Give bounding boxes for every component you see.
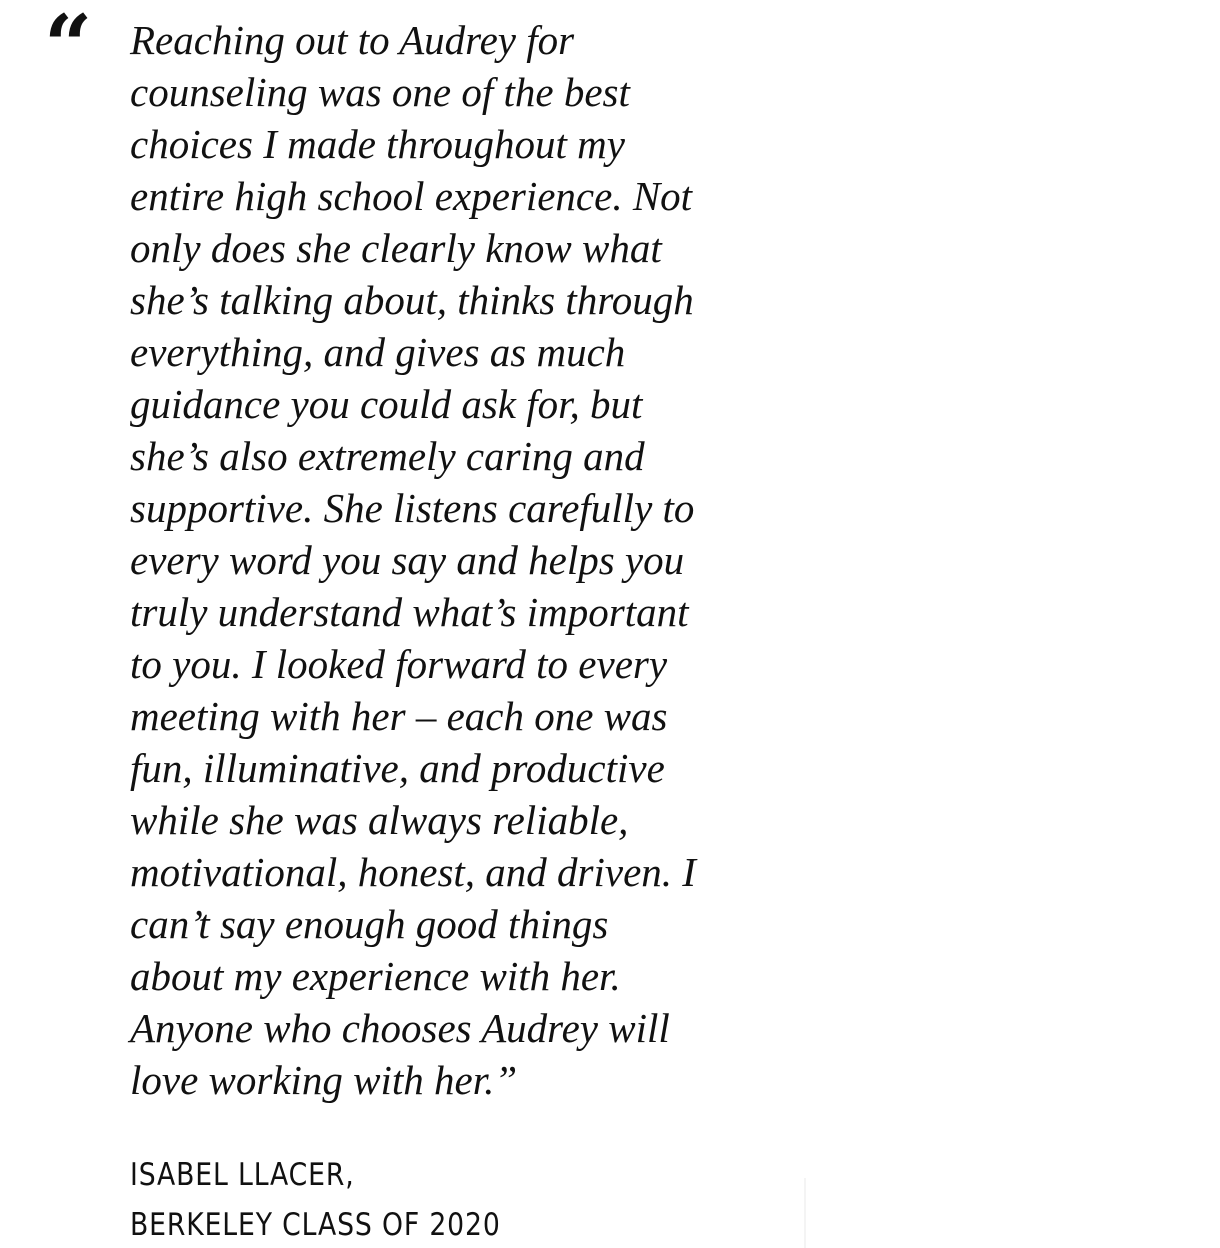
quote-line: supportive. She listens carefully to [130,485,695,531]
author-name: ISABEL LLACER, [130,1157,355,1193]
quote-line: choices I made throughout my [130,121,625,167]
quote-line: she’s also extremely caring and [130,433,645,479]
quote-line: everything, and gives as much [130,329,626,375]
quote-line: Anyone who chooses Audrey will [130,1005,670,1051]
quote-mark-icon: “ [44,0,93,95]
quote-line: every word you say and helps you [130,537,685,583]
quote-line: fun, illuminative, and productive [130,745,665,791]
quote-line: motivational, honest, and driven. I [130,849,696,895]
quote-line: can’t say enough good things [130,901,609,947]
quote-line: while she was always reliable, [130,797,629,843]
quote-line: love working with her.” [130,1057,518,1103]
testimonial-quote [130,14,770,1106]
quote-line: guidance you could ask for, but [130,381,643,427]
quote-line: meeting with her – each one was [130,693,668,739]
quote-line: she’s talking about, thinks through [130,277,694,323]
quote-line: to you. I looked forward to every [130,641,668,687]
quote-line: only does she clearly know what [130,225,662,271]
quote-line: entire high school experience. Not [130,173,693,219]
quote-line: counseling was one of the best [130,69,630,115]
quote-line: about my experience with her. [130,953,621,999]
quote-line: Reaching out to Audrey for [130,17,575,63]
testimonial-attribution [130,1150,501,1248]
quote-line: truly understand what’s important [130,589,689,635]
author-detail: BERKELEY CLASS OF 2020 [130,1207,501,1243]
faint-divider [804,1178,806,1248]
